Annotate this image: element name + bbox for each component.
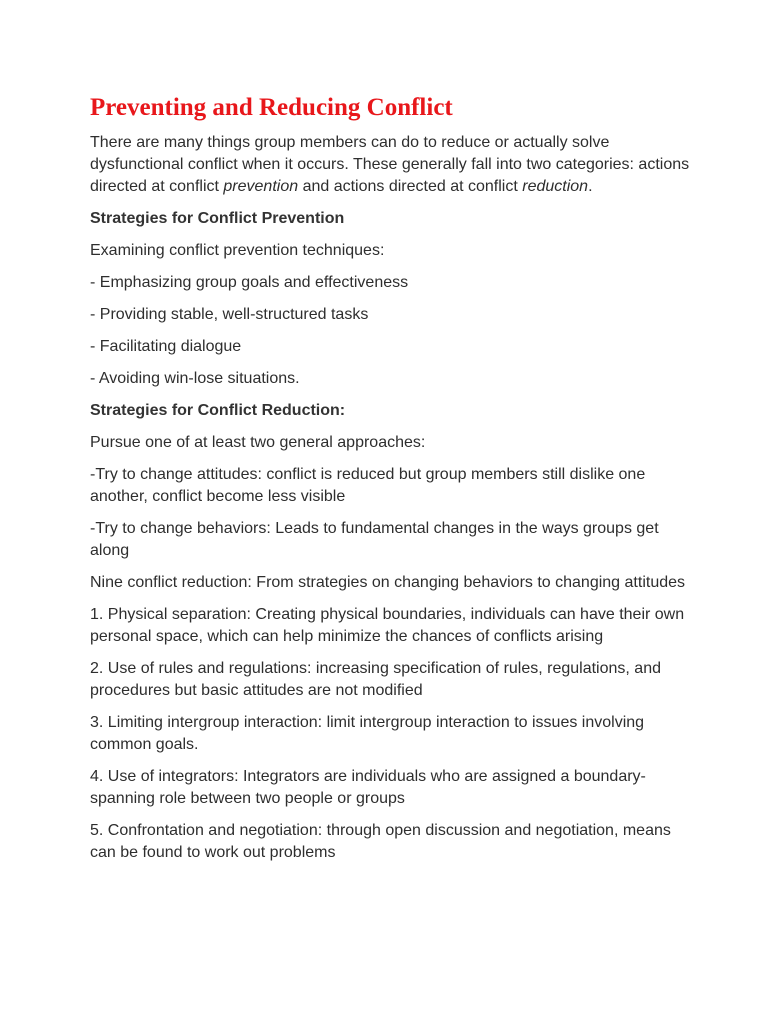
prevention-lead: Examining conflict prevention techniques: (90, 242, 385, 259)
prevention-item: - Avoiding win-lose situations. (90, 370, 300, 387)
nine-strategies-intro: Nine conflict reduction: From strategies on changing behaviors to changing attitudes (90, 574, 686, 591)
intro-paragraph (90, 132, 690, 198)
reduction-approach: -Try to change behaviors: Leads to fundamental changes in the ways groups get along (90, 520, 659, 559)
reduction-step: 4. Use of integrators: Integrators are individuals who are assigned a boundary-spanning role between two people or groups (90, 768, 646, 807)
page-title: Preventing and Reducing Conflict (90, 94, 453, 121)
intro-text-2: and actions directed at conflict (298, 178, 523, 195)
intro-text-3: . (588, 178, 593, 195)
reduction-lead: Pursue one of at least two general approaches: (90, 434, 426, 451)
reduction-step: 5. Confrontation and negotiation: through open discussion and negotiation, means can be found to work out problems (90, 822, 671, 861)
prevention-heading: Strategies for Conflict Prevention (90, 210, 345, 227)
prevention-item: - Facilitating dialogue (90, 338, 242, 355)
prevention-item: - Providing stable, well-structured tasks (90, 306, 369, 323)
prevention-item: - Emphasizing group goals and effectiveness (90, 274, 409, 291)
reduction-approach: -Try to change attitudes: conflict is reduced but group members still dislike one another, conflict become less visible (90, 466, 646, 505)
reduction-step: 1. Physical separation: Creating physical boundaries, individuals can have their own personal space, which can help minimize the chances of conflicts arising (90, 606, 685, 645)
intro-text-1: There are many things group members can do to reduce or actually solve dysfunctional conflict when it occurs. These generally fall into two categories: actions directed at conflict (90, 134, 690, 195)
document-page (90, 92, 690, 874)
reduction-step: 2. Use of rules and regulations: increasing specification of rules, regulations, and procedures but basic attitudes are not modified (90, 660, 661, 699)
intro-emphasis-reduction: reduction (522, 178, 589, 195)
reduction-heading: Strategies for Conflict Reduction: (90, 402, 346, 419)
intro-emphasis-prevention: prevention (223, 178, 299, 195)
reduction-step: 3. Limiting intergroup interaction: limit intergroup interaction to issues involving common goals. (90, 714, 645, 753)
